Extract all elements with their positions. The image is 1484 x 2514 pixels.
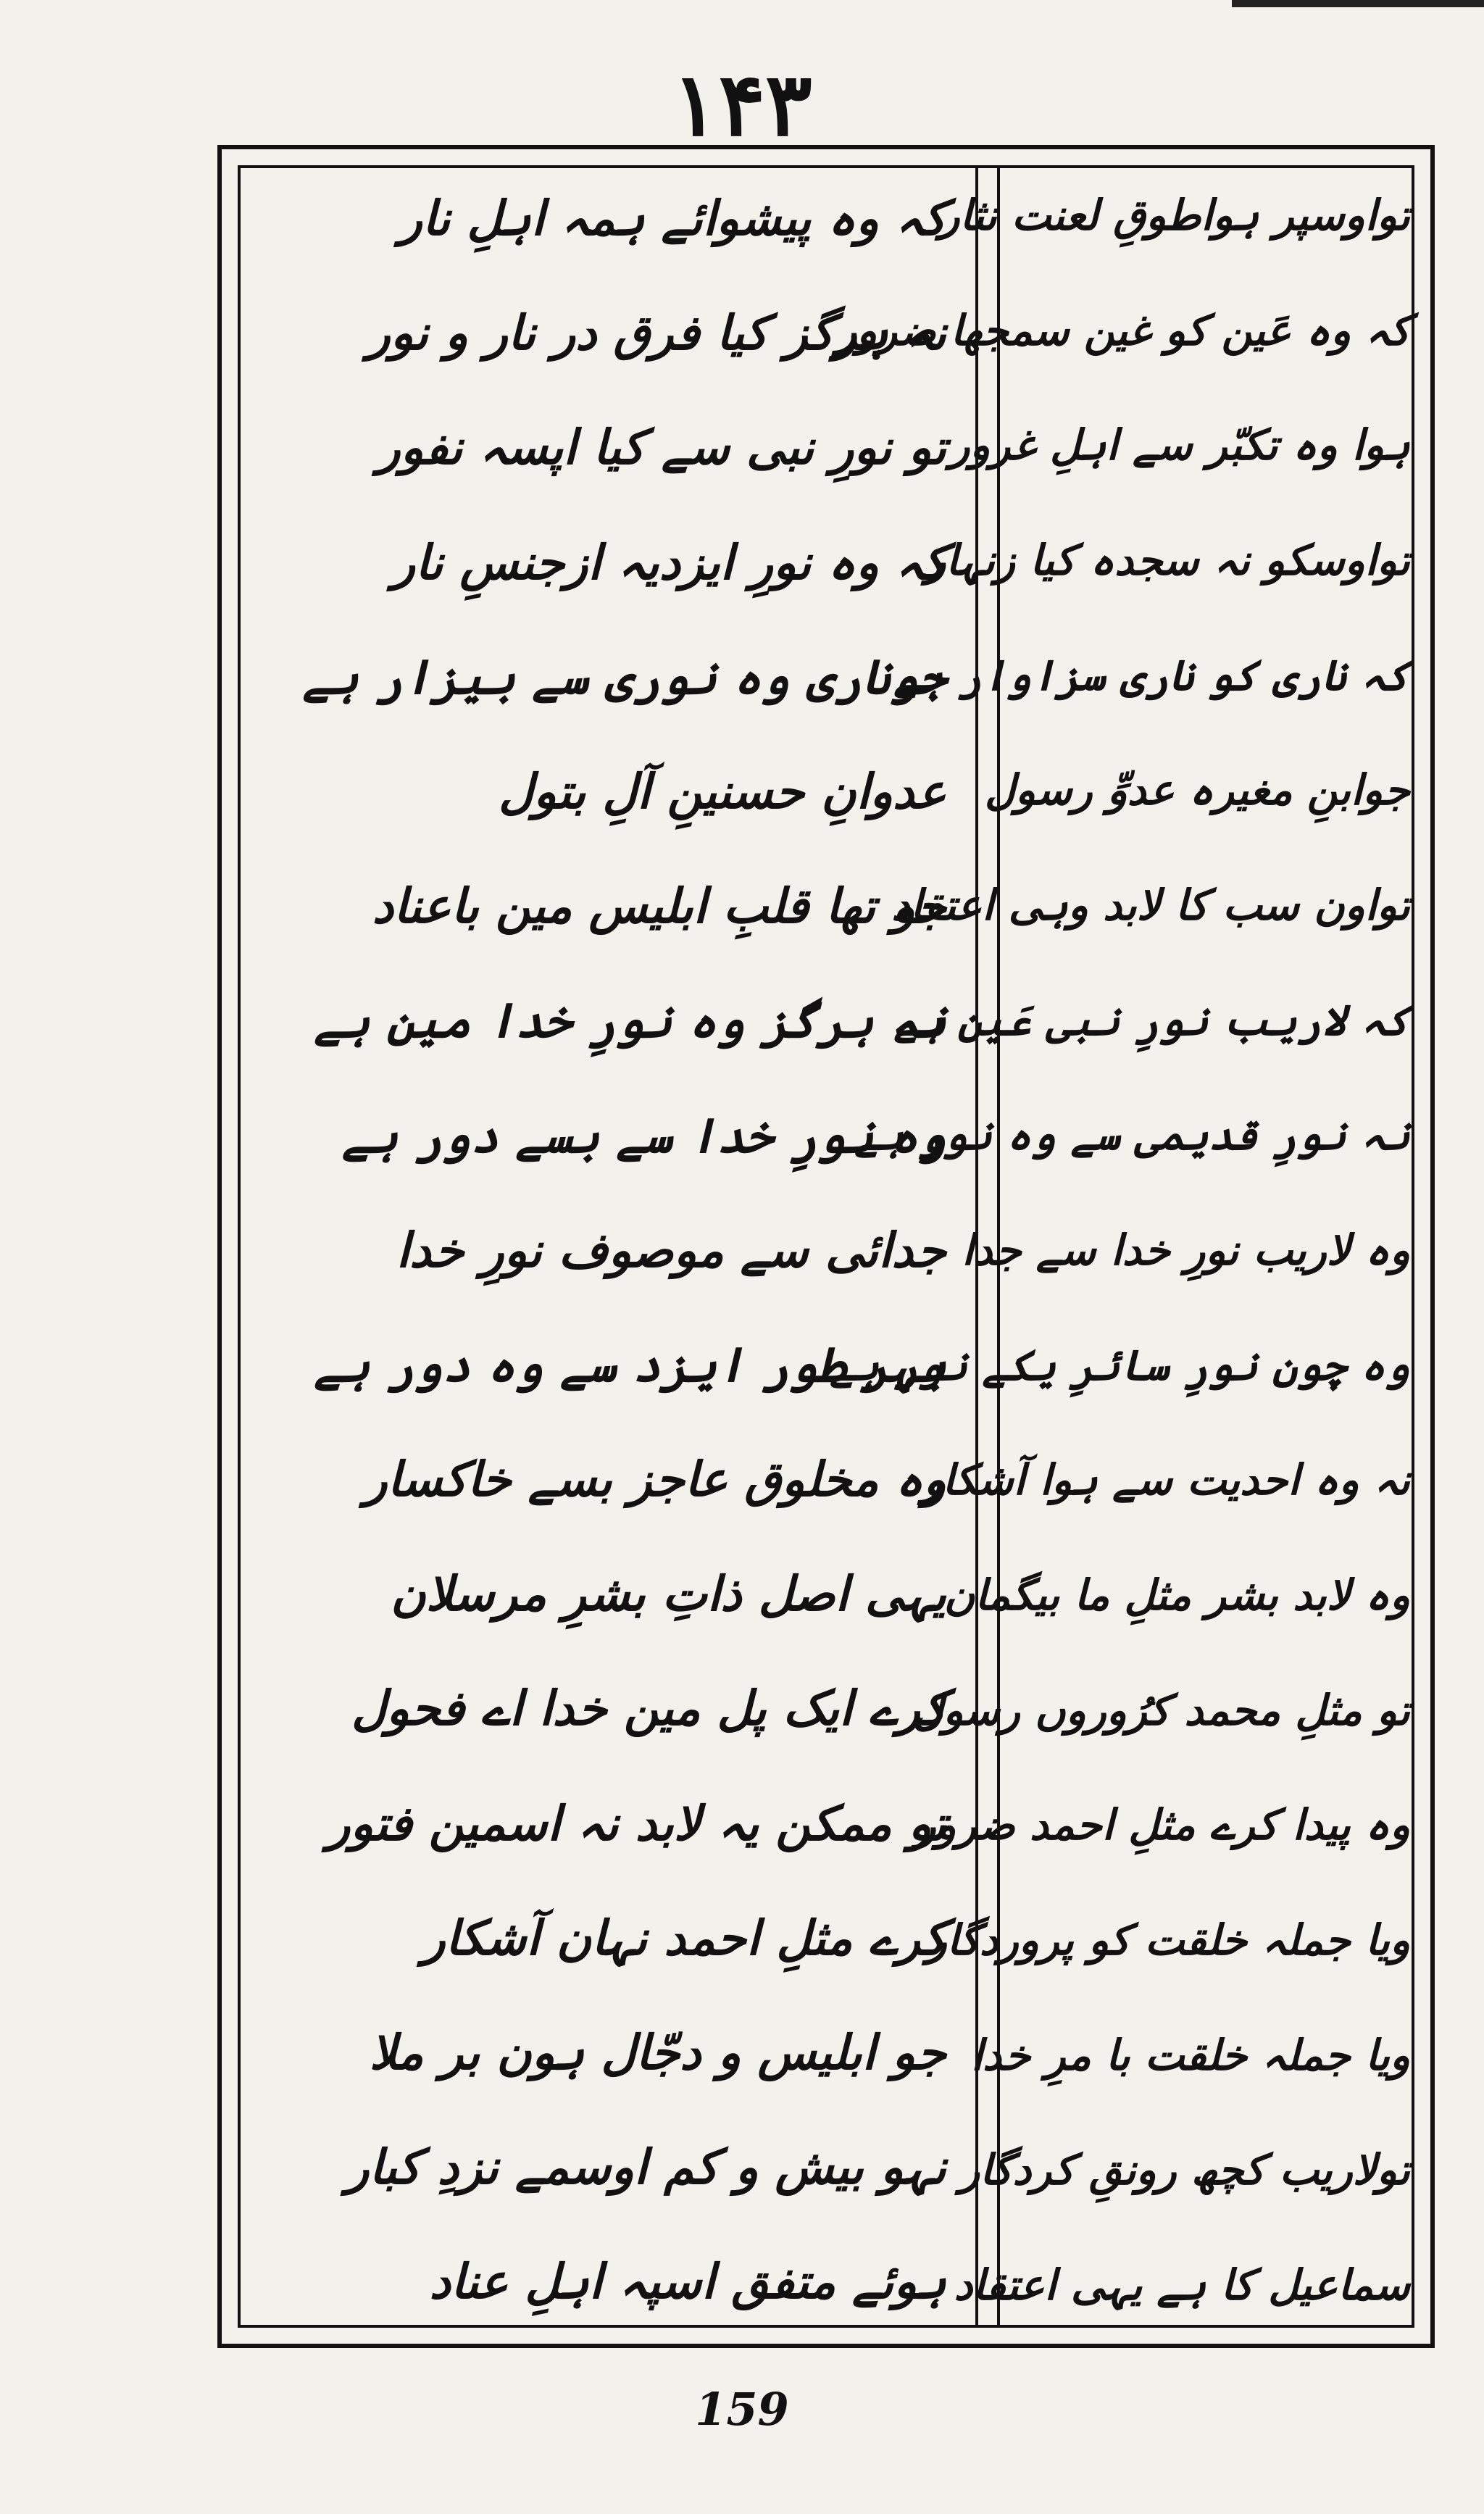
verse-line: وہ لاریب نورِ خدا سے جدا	[962, 1225, 1410, 1275]
verse-line: نہ نورِ قدیمی سے وہ نور ہے	[854, 1110, 1410, 1160]
verse-line: وہ مخلوق عاجز بسے خاکسار	[364, 1452, 946, 1508]
verse-line: تواوسکو نہ سجدہ کیا زنہار	[925, 536, 1410, 586]
verse-line: بہر طور ایزد سے وہ دور ہے	[314, 1336, 946, 1393]
verse-line: کرے مثلِ احمد نہان آشکار	[422, 1910, 946, 1966]
verse-line: تو مثلِ محمد کرُوروں رسول	[912, 1685, 1410, 1735]
verse-line: کہ وہ پیشوائے ہمہ اہلِ نار	[399, 191, 946, 246]
verse-line: وہ نورِ خدا سے بسے دور ہے	[342, 1107, 946, 1164]
verse-line: نہ ہرگز کیا فرق در نار و نور	[367, 305, 946, 362]
verse-line: وہ لابد بشر مثلِ ما بیگمان	[943, 1570, 1410, 1620]
verse-line: نہو بیش و کم اوسمے نزدِ کبار	[346, 2139, 946, 2196]
verse-column-right	[830, 191, 1417, 2310]
verse-line: ویا جملہ خلقت با مرِ خدا	[971, 2030, 1410, 2080]
verse-line: تواون سب کا لابد وہی اعتقاد	[891, 881, 1410, 931]
verse-line: وہ چون نورِ سائرِ یکے نور ہے	[830, 1340, 1410, 1390]
verse-line: ویا جملہ خلقت کو پروردگار	[926, 1915, 1410, 1965]
verse-line: تو نورِ نبی سے کیا اپسہ نفور	[377, 420, 946, 476]
verse-column-left	[280, 193, 961, 2309]
verse-line: جو تھا قلبِ ابلیس مین باعناد	[372, 878, 946, 935]
verse-line: کہ وہ نورِ ایزدیہ ازجنسِ نار	[392, 534, 946, 591]
verse-line: کہ وہ عَین کو غین سمجھا ضرور	[836, 305, 1410, 355]
page-footer-number: 159	[695, 2383, 789, 2436]
verse-line: ہوا وہ تکبّر سے اہلِ غرور	[949, 420, 1410, 470]
page-header-number: ۱۴۳	[672, 54, 812, 156]
verse-line: جو ابلیس و دجّال ہون بر ملا	[369, 2025, 946, 2081]
verse-line: نہ ہرگز وہ نورِ خدا مین ہے	[314, 993, 946, 1049]
verse-line: سماعیل کا ہے یہی اعتقاد	[954, 2260, 1410, 2310]
verse-line: ہوئے متفق اسپہ اہلِ عناد	[429, 2254, 946, 2310]
verse-line: نہ وہ احدیت سے ہوا آشکار	[922, 1455, 1410, 1505]
verse-line: جوابنِ مغیرہ عدوِّ رسول	[984, 765, 1410, 815]
verse-line: تو ممکن یہ لابد نہ اسمین فتور	[327, 1795, 946, 1852]
verse-line: تولاریب کچھ رونقِ کردگار	[959, 2145, 1410, 2195]
verse-line: یہی اصل ذاتِ بشرِ مرسلان	[391, 1566, 946, 1623]
verse-frame	[217, 145, 1435, 2348]
verse-line: وہ پیدا کرے مثلِ احمد ضرور	[915, 1800, 1410, 1850]
verse-line: کہ ناری کو ناری سزاوار ہے	[893, 650, 1410, 700]
verse-line: عدوانِ حسنینِ آلِ بتول	[498, 763, 946, 820]
verse-line: کہ لاریب نورِ نبی عَین ہے	[893, 995, 1410, 1045]
top-edge-rule	[1232, 0, 1484, 7]
verse-line: جدائی سے موصوف نورِ خدا	[396, 1222, 946, 1278]
verse-line: جوناری وہ نوری سے بیزار ہے	[302, 649, 946, 705]
verse-line: تواوسپر ہواطوقِ لعنت نثار	[939, 191, 1410, 240]
verse-line: کرے ایک پل مین خدا اے فحول	[351, 1681, 946, 1737]
